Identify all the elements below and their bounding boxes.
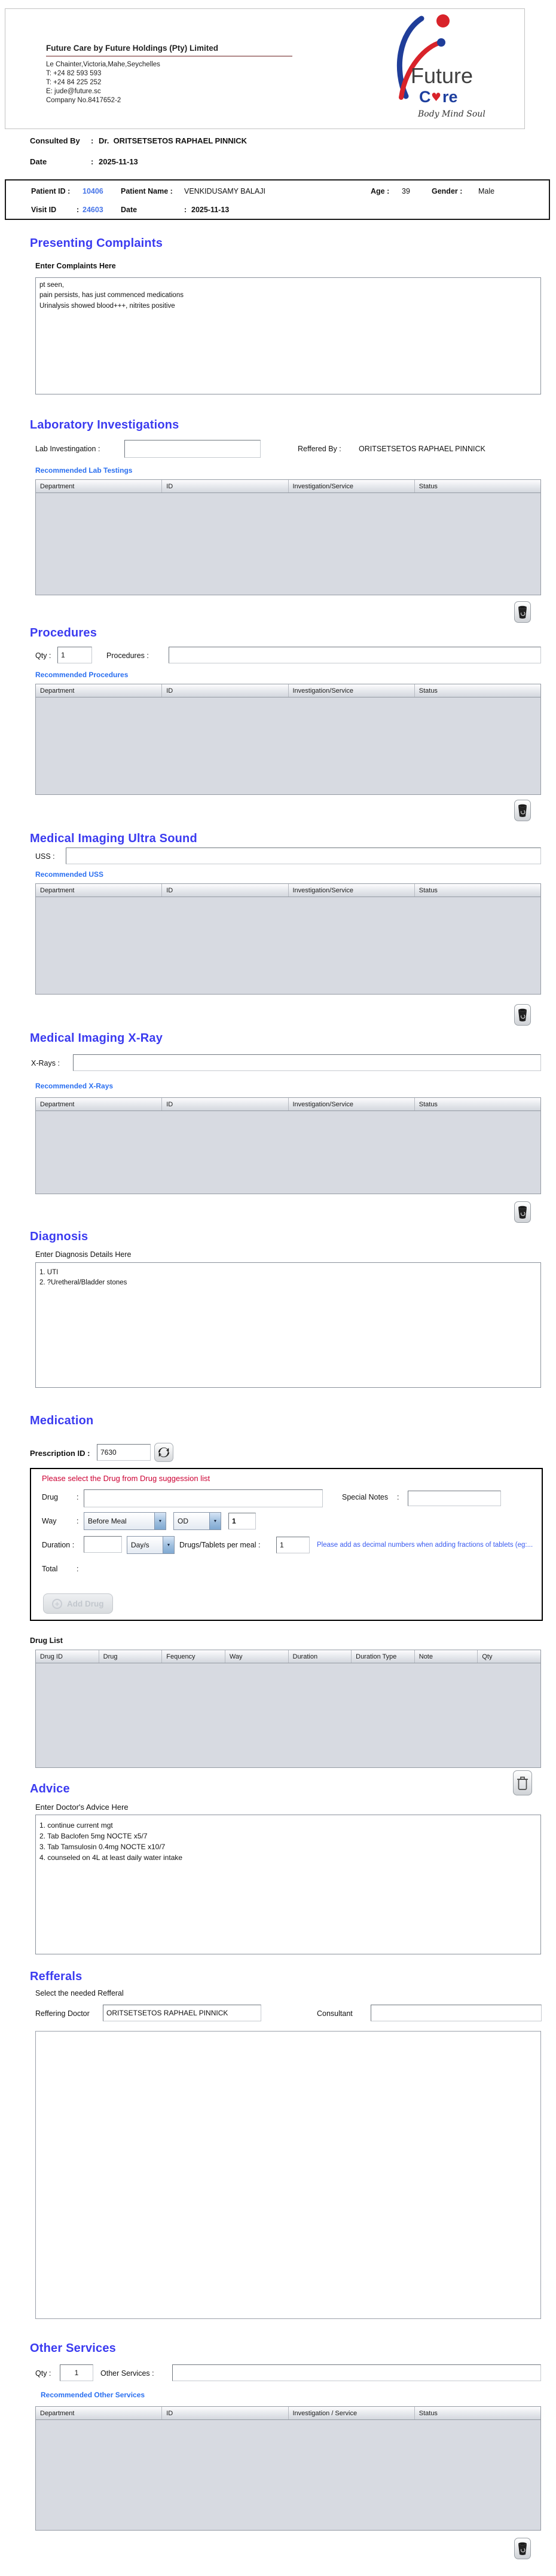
special-notes-colon: : xyxy=(397,1493,399,1501)
col-note[interactable]: Note xyxy=(415,1650,478,1663)
col-department[interactable]: Department xyxy=(36,884,162,897)
company-logo xyxy=(359,11,496,127)
duration-label: Duration : xyxy=(42,1541,75,1549)
col-qty[interactable]: Qty xyxy=(482,1653,493,1660)
col-investigation[interactable]: Investigation/Service xyxy=(289,684,415,697)
trash-icon xyxy=(518,1008,527,1021)
recommended-other-services-label: Recommended Other Services xyxy=(41,2391,145,2399)
referred-by-value: ORITSETSETOS RAPHAEL PINNICK xyxy=(359,445,485,453)
duration-unit-select[interactable] xyxy=(127,1536,175,1554)
fraction-note-text: Please add as decimal numbers when adding fractions of tablets (eg:... xyxy=(317,1541,533,1549)
patient-id-label: Patient ID : xyxy=(31,187,71,195)
uss-input[interactable] xyxy=(66,848,541,864)
referring-doctor-input[interactable] xyxy=(103,2005,261,2021)
prescription-id-input[interactable] xyxy=(97,1444,151,1461)
chevron-down-icon xyxy=(154,1513,166,1529)
xray-label: X-Rays : xyxy=(31,1059,60,1067)
col-status[interactable]: Status xyxy=(418,1101,438,1108)
chevron-down-icon xyxy=(163,1537,174,1553)
per-meal-input[interactable] xyxy=(276,1537,310,1553)
gender-value: Male xyxy=(478,187,495,195)
xray-heading: Medical Imaging X-Ray xyxy=(30,1032,163,1045)
visit-date-label: Date xyxy=(121,206,138,214)
visit-id-colon: : xyxy=(77,206,80,214)
col-department[interactable]: Department xyxy=(36,684,162,697)
trash-icon xyxy=(518,804,527,817)
age-value: 39 xyxy=(402,187,410,195)
col-id[interactable]: ID xyxy=(162,1098,288,1110)
other-services-table xyxy=(35,2406,541,2531)
heart-icon: ♥ xyxy=(431,91,442,104)
uss-table xyxy=(35,883,541,995)
referrals-label: Select the needed Refferal xyxy=(35,1989,124,1997)
patient-name-value: VENKIDUSAMY BALAJI xyxy=(184,187,265,195)
age-label: Age : xyxy=(371,187,390,195)
special-notes-input[interactable] xyxy=(408,1491,501,1506)
diagnosis-heading: Diagnosis xyxy=(30,1230,88,1243)
chevron-glyph: ▼ xyxy=(166,1543,171,1547)
recommended-xrays-label: Recommended X-Rays xyxy=(35,1082,114,1090)
frequency-select[interactable] xyxy=(173,1512,221,1530)
visit-id-label: Visit ID xyxy=(31,206,57,214)
other-services-table-body[interactable] xyxy=(36,2420,540,2531)
diagnosis-textarea[interactable] xyxy=(35,1262,541,1388)
total-colon: : xyxy=(77,1565,79,1573)
xray-table-body[interactable] xyxy=(36,1111,540,1195)
duration-unit-value: Day/s xyxy=(127,1537,163,1553)
way-colon: : xyxy=(77,1517,79,1525)
logo-future-text: Future xyxy=(411,63,473,88)
way-qty-input[interactable] xyxy=(228,1513,256,1529)
company-name: Future Care by Future Holdings (Pty) Limited xyxy=(46,44,219,53)
drug-list-label: Drug List xyxy=(30,1636,63,1645)
lab-table-header xyxy=(36,480,540,493)
procedures-qty-input[interactable] xyxy=(57,647,92,663)
drug-entry-panel xyxy=(30,1468,543,1621)
complaints-textarea[interactable] xyxy=(35,277,541,394)
consult-date-value: 2025-11-13 xyxy=(99,157,138,166)
procedures-field-label: Procedures : xyxy=(106,651,149,660)
referrals-list-box[interactable] xyxy=(35,2031,541,2319)
chevron-glyph: ▼ xyxy=(213,1519,218,1523)
col-status[interactable]: Status xyxy=(418,483,438,490)
xray-table xyxy=(35,1097,541,1194)
lab-table-body[interactable] xyxy=(36,493,540,596)
uss-label: USS : xyxy=(35,852,55,861)
col-id[interactable]: ID xyxy=(162,884,288,897)
gender-label: Gender : xyxy=(432,187,463,195)
logo-care-re: re xyxy=(442,88,458,106)
consultant-label: Consultant xyxy=(317,2009,353,2018)
referring-doctor-label: Reffering Doctor xyxy=(35,2009,90,2018)
frequency-select-value: OD xyxy=(174,1513,209,1529)
other-services-table-header xyxy=(36,2407,540,2420)
uss-delete-button[interactable] xyxy=(514,1004,531,1026)
other-services-delete-button[interactable] xyxy=(514,2538,531,2559)
procedures-table-body[interactable] xyxy=(36,697,540,796)
col-department[interactable]: Department xyxy=(36,480,162,492)
prescription-refresh-button[interactable] xyxy=(154,1443,173,1462)
consultant-input[interactable] xyxy=(371,2005,542,2021)
drug-input[interactable] xyxy=(84,1489,323,1507)
procedures-table xyxy=(35,684,541,795)
company-phone2: T: +24 84 225 252 xyxy=(46,79,102,86)
duration-input[interactable] xyxy=(84,1536,122,1553)
visit-date-colon: : xyxy=(184,206,187,214)
col-way[interactable]: Way xyxy=(225,1650,289,1663)
col-investigation[interactable]: Investigation/Service xyxy=(289,480,415,492)
letterhead xyxy=(5,8,525,129)
company-address: Le Chainter,Victoria,Mahe,Seychelles xyxy=(46,61,160,68)
recommended-uss-label: Recommended USS xyxy=(35,870,104,879)
trash-outline-icon xyxy=(517,1775,528,1791)
consulted-by-label: Consulted By xyxy=(30,136,80,145)
total-label: Total xyxy=(42,1565,58,1573)
referrals-heading: Refferals xyxy=(30,1970,83,1983)
add-drug-button[interactable] xyxy=(43,1593,113,1614)
col-investigation[interactable]: Investigation/Service xyxy=(289,1098,415,1110)
ultrasound-heading: Medical Imaging Ultra Sound xyxy=(30,832,197,845)
col-status[interactable]: Status xyxy=(418,2410,438,2417)
visit-id-value: 24603 xyxy=(83,206,103,214)
uss-table-header xyxy=(36,884,540,897)
patient-id-value: 10406 xyxy=(83,187,103,195)
prescription-id-label: Prescription ID : xyxy=(30,1449,90,1458)
referred-by-label: Reffered By : xyxy=(298,445,341,453)
letterhead-divider xyxy=(46,56,292,57)
consulted-by-colon: : xyxy=(91,136,94,145)
refresh-icon xyxy=(157,1446,170,1459)
consult-date-label: Date xyxy=(30,157,47,166)
procedures-input[interactable] xyxy=(169,647,541,663)
col-duration-type[interactable]: Duration Type xyxy=(352,1650,415,1663)
diagnosis-label: Enter Diagnosis Details Here xyxy=(35,1250,132,1259)
drug-label: Drug xyxy=(42,1493,59,1501)
procedures-heading: Procedures xyxy=(30,626,97,640)
other-qty-input[interactable] xyxy=(60,2364,93,2381)
company-email: E: jude@future.sc xyxy=(46,88,101,95)
meal-select-value: Before Meal xyxy=(84,1513,154,1529)
lab-delete-button[interactable] xyxy=(514,601,531,623)
xray-delete-button[interactable] xyxy=(514,1201,531,1223)
patient-name-label: Patient Name : xyxy=(121,187,173,195)
col-frequency[interactable]: Fequency xyxy=(162,1650,225,1663)
plus-circle-icon: + xyxy=(52,1599,62,1609)
company-phone1: T: +24 82 593 593 xyxy=(46,70,102,77)
advice-textarea[interactable] xyxy=(35,1815,541,1954)
advice-delete-button[interactable] xyxy=(513,1770,532,1795)
col-status[interactable]: Status xyxy=(418,887,438,894)
lab-investigation-input[interactable] xyxy=(124,440,261,458)
drug-list-table xyxy=(35,1650,541,1768)
other-qty-label: Qty : xyxy=(35,2369,51,2378)
recommended-procedures-label: Recommended Procedures xyxy=(35,671,129,679)
drug-list-table-header xyxy=(36,1650,540,1663)
other-services-heading: Other Services xyxy=(30,2342,116,2355)
xray-input[interactable] xyxy=(73,1054,541,1071)
consult-date-colon: : xyxy=(91,157,94,166)
procedures-qty-label: Qty : xyxy=(35,651,51,660)
trash-icon xyxy=(518,605,527,619)
col-id[interactable]: ID xyxy=(162,2407,288,2419)
patient-info-bar xyxy=(5,179,550,220)
col-id[interactable]: ID xyxy=(162,480,288,492)
medication-heading: Medication xyxy=(30,1414,94,1427)
future-care-logo-icon xyxy=(359,11,496,127)
trash-icon xyxy=(518,1206,527,1219)
drug-list-table-body[interactable] xyxy=(36,1663,540,1769)
col-status[interactable]: Status xyxy=(418,687,438,695)
recommended-lab-testings-label: Recommended Lab Testings xyxy=(35,466,133,475)
advice-heading: Advice xyxy=(30,1782,70,1795)
consulted-by-value: Dr. ORITSETSETOS RAPHAEL PINNICK xyxy=(99,136,248,145)
col-id[interactable]: ID xyxy=(162,684,288,697)
logo-care-c: C xyxy=(419,88,431,106)
per-meal-label: Drugs/Tablets per meal : xyxy=(179,1541,261,1549)
trash-icon xyxy=(518,2542,527,2555)
presenting-complaints-heading: Presenting Complaints xyxy=(30,237,163,250)
visit-date-value: 2025-11-13 xyxy=(191,206,230,214)
col-drug-id[interactable]: Drug ID xyxy=(36,1650,99,1663)
lab-table xyxy=(35,479,541,595)
col-investigation[interactable]: Investigation/Service xyxy=(289,884,415,897)
col-department[interactable]: Department xyxy=(36,2407,162,2419)
meal-select[interactable] xyxy=(84,1512,166,1530)
other-services-label: Other Services : xyxy=(100,2369,154,2378)
advice-label: Enter Doctor's Advice Here xyxy=(35,1803,129,1812)
chevron-glyph: ▼ xyxy=(158,1519,163,1523)
drug-warning-text: Please select the Drug from Drug suggession list xyxy=(42,1474,210,1483)
add-drug-label: Add Drug xyxy=(67,1599,104,1608)
col-duration[interactable]: Duration xyxy=(289,1650,352,1663)
logo-tagline: Body Mind Soul xyxy=(418,109,485,119)
other-services-input[interactable] xyxy=(172,2364,541,2381)
xray-table-header xyxy=(36,1098,540,1111)
way-label: Way xyxy=(42,1517,57,1525)
procedures-table-header xyxy=(36,684,540,697)
lab-investigation-label: Lab Investingation : xyxy=(35,445,100,453)
drug-colon: : xyxy=(77,1493,79,1501)
special-notes-label: Special Notes xyxy=(342,1493,389,1501)
col-drug[interactable]: Drug xyxy=(99,1650,163,1663)
procedures-delete-button[interactable] xyxy=(514,800,531,821)
chevron-down-icon xyxy=(209,1513,221,1529)
col-department[interactable]: Department xyxy=(36,1098,162,1110)
company-number: Company No.8417652-2 xyxy=(46,97,121,104)
col-investigation[interactable]: Investigation / Service xyxy=(289,2407,415,2419)
complaints-label: Enter Complaints Here xyxy=(35,262,116,270)
uss-table-body[interactable] xyxy=(36,897,540,995)
laboratory-heading: Laboratory Investigations xyxy=(30,418,179,432)
